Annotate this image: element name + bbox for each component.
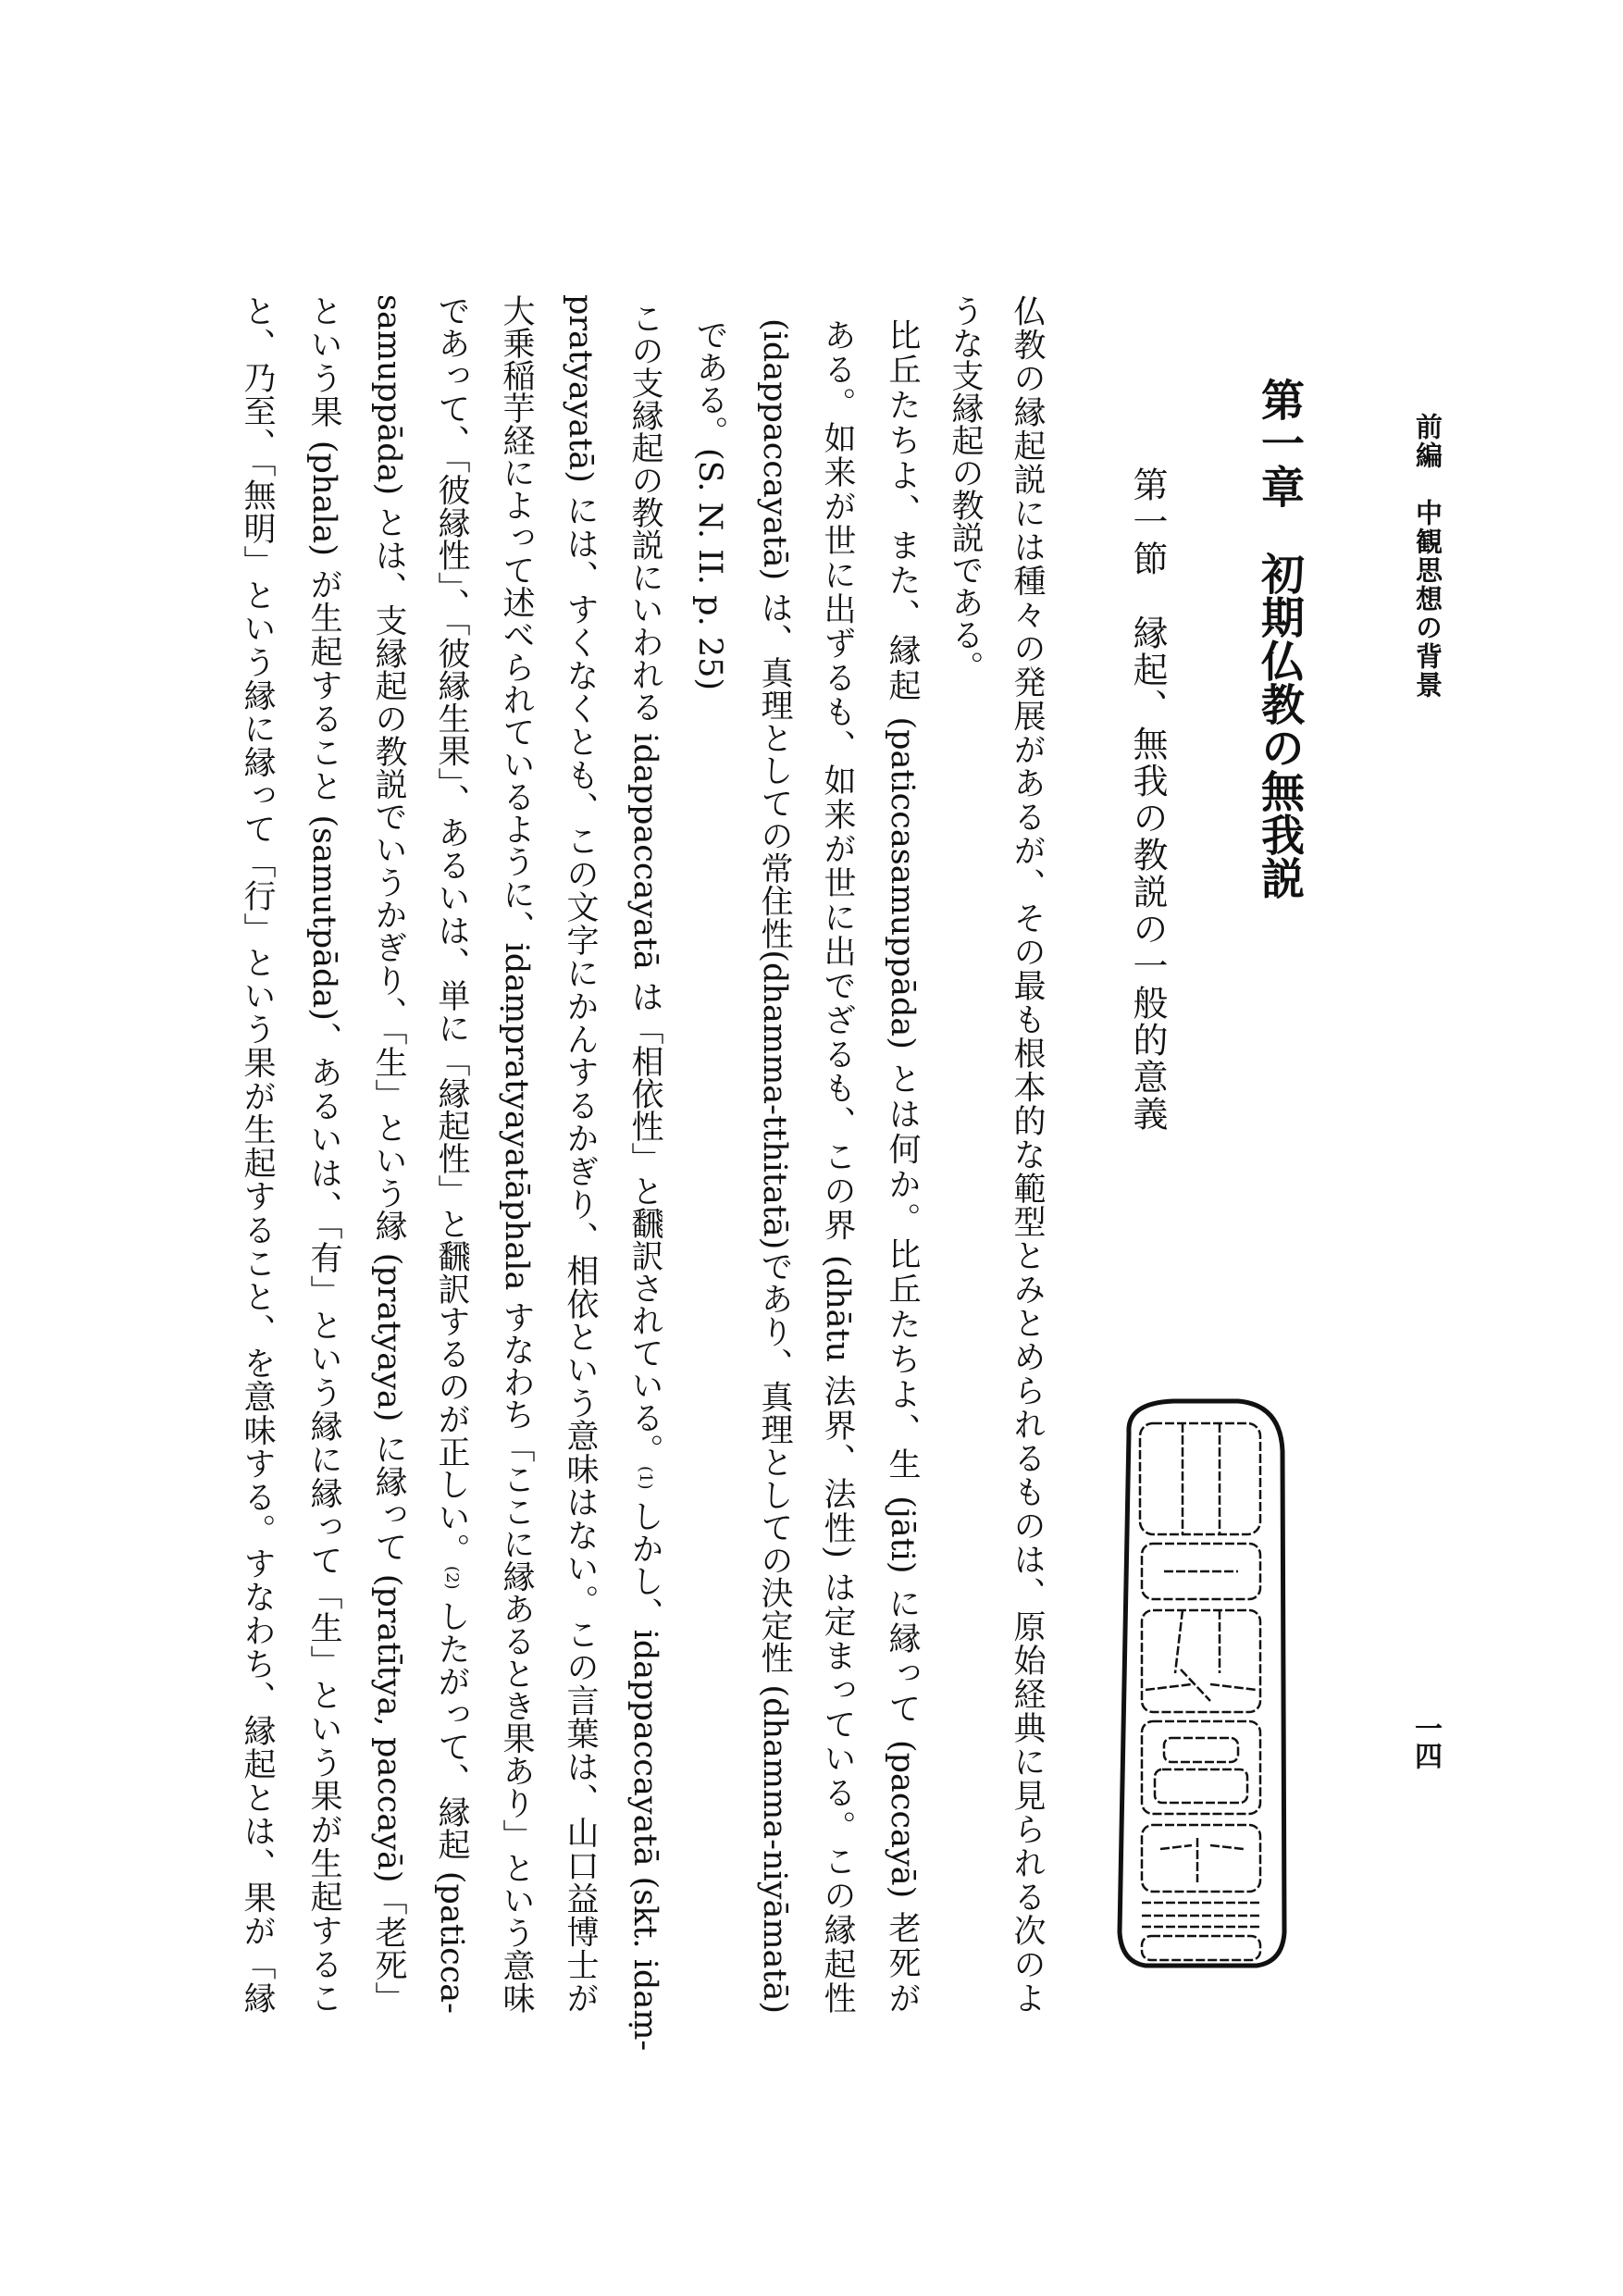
body-column <box>432 294 471 2014</box>
body-column: と、乃至、「無明」という縁に縁って「行」という果が生起すること、を意味する。すなわち、縁起とは、果が「縁 <box>239 294 276 2014</box>
body-column: 仏教の縁起説には種々の発展があるが、その最も根本的な範型とみとめられるものは、原始経典に見られる次のよ <box>1009 294 1046 2014</box>
section-title: 第一節 縁起、無我の教説の一般的意義 <box>1127 466 1168 1133</box>
quote-column: 比丘たちよ、また、縁起 (paticcasamuppāda) とは何か。比丘たちよ、生 (jāti) に縁って (paccayā) 老死が <box>884 318 921 2014</box>
quote-column: ある。如来が世に出ずるも、如来が世に出でざるも、この界 (dhātu 法界、法性) は定まっている。この縁起性 <box>819 318 856 2014</box>
body-column: うな支縁起の教説である。 <box>947 294 984 683</box>
column-text: したがって、縁起 (paticca- <box>433 1589 470 2014</box>
column-text: しかし、idappaccayatā (skt. idaṃ- <box>626 1489 663 2052</box>
column-text: であって、「彼縁性」、「彼縁生果」、あるいは、単に「縁起性」と飜訳するのが正しい。 <box>433 294 470 1566</box>
running-head: 前編 中観思想の背景 <box>1412 413 1443 700</box>
footnote-marker-2[interactable]: (2) <box>442 1565 462 1590</box>
body-column: pratyayatā) には、すくなくとも、この文字にかんするかぎり、相依という意味はない。この言葉は、山口益博士が <box>562 294 599 2014</box>
body-column: 大乗稲芋経によって述べられているように、idaṃpratyayatāphala すなわち「ここに縁あるとき果あり」という意味 <box>498 294 535 2014</box>
column-text: この支縁起の教説にいわれる idappaccayatā は「相依性」と飜訳されている。 <box>626 302 663 1467</box>
body-column: samuppāda) とは、支縁起の教説でいうかぎり、「生」という縁 (pratyaya) に縁って (pratītya, paccayā)「老死」 <box>370 294 407 2014</box>
library-seal-stamp <box>1109 1396 1290 1973</box>
footnote-marker-1[interactable]: (1) <box>636 1466 655 1490</box>
page-number: 一四 <box>1409 1714 1442 1769</box>
body-column: という果 (phala) が生起すること (samutpāda)、あるいは、「有」という縁に縁って「生」という果が生起するこ <box>305 294 342 2014</box>
quote-column: である。(S. N. II. p. 25) <box>691 318 728 691</box>
chapter-title: 第一章 初期仏教の無我説 <box>1254 378 1305 900</box>
quote-column: (idappaccayatā) は、真理としての常住性(dhamma-tthitatā)であり、真理としての決定性 (dhamma-niyāmatā) <box>756 318 793 2014</box>
body-column <box>626 302 664 2052</box>
